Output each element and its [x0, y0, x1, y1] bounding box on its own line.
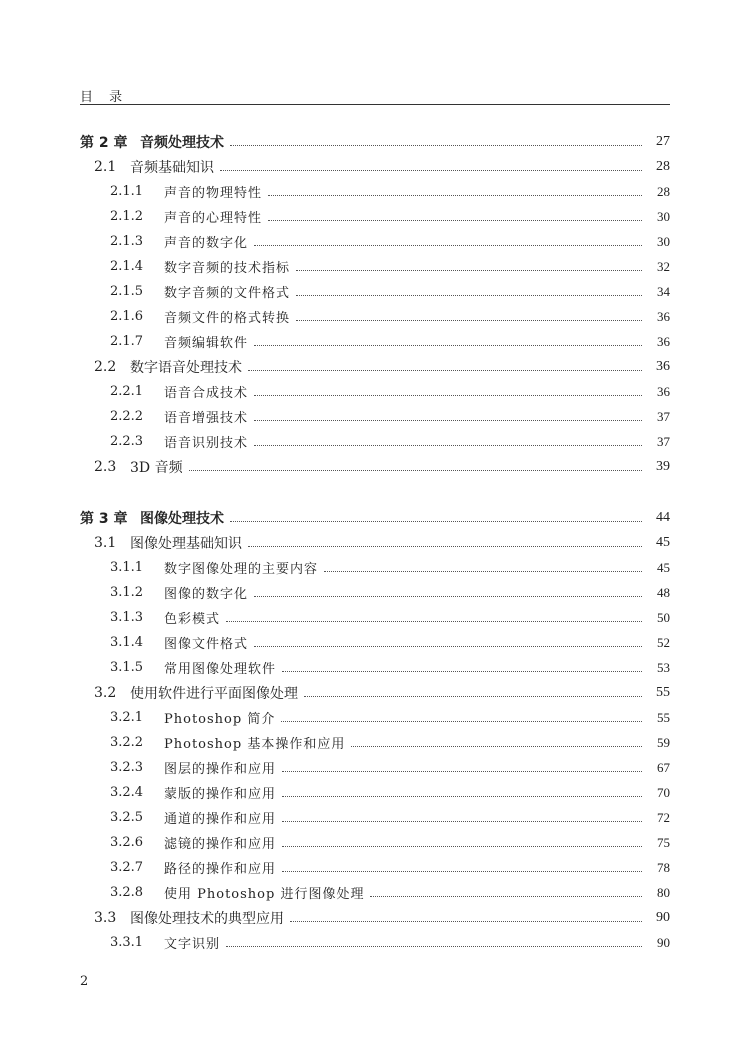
toc-subsection-row[interactable] [80, 630, 670, 655]
dot-leader [296, 270, 642, 271]
toc-entry-number: 3.3 [94, 909, 117, 926]
toc-entry-page: 36 [657, 333, 670, 349]
toc-entry-page: 70 [657, 784, 670, 800]
dot-leader [281, 721, 642, 722]
toc-entry-page: 27 [656, 133, 670, 149]
toc-entry-title: 通道的操作和应用 [164, 812, 277, 827]
dot-leader [268, 220, 642, 221]
toc-entry-number: 3.1.3 [110, 610, 144, 625]
toc-entry-number: 2.3 [94, 458, 117, 475]
toc-entry-title: 使用软件进行平面图像处理 [130, 685, 298, 702]
dot-leader [254, 596, 642, 597]
toc-entry-number: 2.1 [94, 158, 117, 175]
toc-entry-title: Photoshop 简介 [164, 712, 276, 727]
toc-subsection-row[interactable] [80, 780, 670, 805]
toc-entry-page: 28 [656, 158, 670, 174]
toc-subsection-row[interactable] [80, 655, 670, 680]
dot-leader [230, 145, 642, 146]
toc-entry-number: 3.2.5 [110, 810, 144, 825]
toc-subsection-row[interactable] [80, 730, 670, 755]
toc-entry-page: 72 [657, 809, 670, 825]
dot-leader [254, 646, 642, 647]
toc-subsection-row[interactable] [80, 855, 670, 880]
dot-leader [324, 571, 642, 572]
toc-entry-title: 图层的操作和应用 [164, 762, 277, 777]
toc-entry-page: 59 [657, 734, 670, 750]
toc-entry-page: 45 [656, 534, 670, 550]
toc-entry-page: 52 [657, 634, 670, 650]
dot-leader [254, 420, 642, 421]
toc-subsection-row[interactable] [80, 429, 670, 454]
toc-entry-number: 2.1.6 [110, 309, 144, 324]
toc-entry-title: 语音增强技术 [164, 411, 249, 426]
toc-entry-number: 3.2.2 [110, 735, 144, 750]
toc-entry-title: 图像的数字化 [164, 587, 249, 602]
dot-leader [282, 771, 642, 772]
toc-section-row[interactable] [80, 454, 670, 479]
toc-entry-page: 30 [657, 233, 670, 249]
dot-leader [296, 295, 642, 296]
toc-entry-number: 3.2.4 [110, 785, 144, 800]
toc-entry-title: Photoshop 基本操作和应用 [164, 737, 346, 752]
toc-section-row[interactable] [80, 905, 670, 930]
toc-entry-title: 语音识别技术 [164, 436, 249, 451]
toc-entry-page: 37 [657, 433, 670, 449]
toc-entry-page: 75 [657, 834, 670, 850]
toc-entry-title: 声音的心理特性 [164, 211, 263, 226]
toc-subsection-row[interactable] [80, 279, 670, 304]
dot-leader [226, 621, 642, 622]
toc-entry-number: 2.1.3 [110, 234, 144, 249]
toc-entry-page: 90 [656, 909, 670, 925]
dot-leader [351, 746, 642, 747]
toc-entry-number: 3.2.7 [110, 860, 144, 875]
toc-entry-number: 3.1 [94, 534, 117, 551]
toc-entry-number: 3.2 [94, 684, 117, 701]
toc-subsection-row[interactable] [80, 805, 670, 830]
toc-entry-page: 55 [657, 709, 670, 725]
toc-entry-title: 使用 Photoshop 进行图像处理 [164, 887, 365, 902]
toc-entry-title: 声音的物理特性 [164, 186, 263, 201]
toc-subsection-row[interactable] [80, 329, 670, 354]
toc-entry-number: 2.2.2 [110, 409, 144, 424]
dot-leader [254, 345, 642, 346]
toc-entry-title: 数字语音处理技术 [130, 359, 242, 376]
toc-entry-page: 32 [657, 258, 670, 274]
toc-entry-page: 36 [657, 308, 670, 324]
toc-section-row[interactable] [80, 354, 670, 379]
toc-entry-title: 音频基础知识 [130, 159, 214, 176]
toc-subsection-row[interactable] [80, 304, 670, 329]
toc-entry-number: 3.1.4 [110, 635, 144, 650]
page-number: 2 [80, 974, 89, 989]
dot-leader [282, 846, 642, 847]
toc-subsection-row[interactable] [80, 555, 670, 580]
dot-leader [304, 696, 642, 697]
toc-subsection-row[interactable] [80, 605, 670, 630]
dot-leader [282, 671, 642, 672]
table-of-contents [80, 129, 670, 955]
toc-entry-number: 3.1.1 [110, 560, 144, 575]
toc-subsection-row[interactable] [80, 204, 670, 229]
toc-entry-number: 3.3.1 [110, 935, 144, 950]
toc-entry-title: 语音合成技术 [164, 386, 249, 401]
toc-entry-title: 图像处理技术 [140, 510, 224, 527]
toc-entry-number: 2.1.2 [110, 209, 144, 224]
dot-leader [254, 445, 642, 446]
toc-entry-title: 声音的数字化 [164, 236, 249, 251]
toc-subsection-row[interactable] [80, 930, 670, 955]
toc-entry-page: 34 [657, 283, 670, 299]
toc-entry-number: 2.1.5 [110, 284, 144, 299]
toc-entry-page: 90 [657, 934, 670, 950]
toc-entry-page: 36 [656, 358, 670, 374]
toc-entry-title: 色彩模式 [164, 612, 221, 627]
dot-leader [226, 946, 642, 947]
toc-entry-number: 2.1.4 [110, 259, 144, 274]
dot-leader [370, 896, 642, 897]
toc-entry-page: 80 [657, 884, 670, 900]
dot-leader [254, 245, 642, 246]
toc-subsection-row[interactable] [80, 254, 670, 279]
running-header: 目 录 [80, 90, 129, 105]
toc-entry-title: 数字音频的技术指标 [164, 261, 291, 276]
toc-entry-title: 图像处理基础知识 [130, 535, 242, 552]
toc-entry-page: 53 [657, 659, 670, 675]
toc-entry-page: 36 [657, 383, 670, 399]
toc-entry-number: 第 3 章 [80, 510, 128, 527]
toc-subsection-row[interactable] [80, 179, 670, 204]
toc-entry-title: 音频文件的格式转换 [164, 311, 291, 326]
toc-entry-page: 45 [657, 559, 670, 575]
toc-entry-number: 2.2.1 [110, 384, 144, 399]
toc-entry-title: 音频处理技术 [140, 134, 224, 151]
toc-subsection-row[interactable] [80, 580, 670, 605]
dot-leader [220, 170, 642, 171]
toc-entry-number: 2.2.3 [110, 434, 144, 449]
toc-entry-title: 图像文件格式 [164, 637, 249, 652]
header-rule [80, 104, 670, 105]
toc-subsection-row[interactable] [80, 229, 670, 254]
toc-entry-title: 路径的操作和应用 [164, 862, 277, 877]
dot-leader [254, 395, 642, 396]
toc-entry-number: 2.1.7 [110, 334, 144, 349]
toc-entry-title: 数字音频的文件格式 [164, 286, 291, 301]
dot-leader [290, 921, 642, 922]
toc-entry-number: 3.2.6 [110, 835, 144, 850]
dot-leader [282, 796, 642, 797]
toc-section-row[interactable] [80, 530, 670, 555]
toc-entry-number: 3.1.5 [110, 660, 144, 675]
toc-entry-number: 2.1.1 [110, 184, 144, 199]
toc-subsection-row[interactable] [80, 705, 670, 730]
toc-entry-page: 30 [657, 208, 670, 224]
toc-section-row[interactable] [80, 154, 670, 179]
dot-leader [248, 370, 642, 371]
toc-entry-title: 蒙版的操作和应用 [164, 787, 277, 802]
dot-leader [296, 320, 642, 321]
toc-entry-number: 3.2.1 [110, 710, 144, 725]
toc-entry-number: 3.2.3 [110, 760, 144, 775]
toc-entry-page: 48 [657, 584, 670, 600]
toc-entry-number: 3.1.2 [110, 585, 144, 600]
toc-entry-title: 滤镜的操作和应用 [164, 837, 277, 852]
toc-subsection-row[interactable] [80, 755, 670, 780]
dot-leader [189, 470, 642, 471]
toc-entry-page: 28 [657, 183, 670, 199]
dot-leader [248, 546, 642, 547]
toc-entry-page: 50 [657, 609, 670, 625]
toc-entry-title: 数字图像处理的主要内容 [164, 562, 319, 577]
toc-chapter-row[interactable] [80, 505, 670, 530]
dot-leader [282, 821, 642, 822]
toc-subsection-row[interactable] [80, 404, 670, 429]
dot-leader [268, 195, 642, 196]
toc-entry-number: 2.2 [94, 358, 117, 375]
toc-subsection-row[interactable] [80, 830, 670, 855]
toc-chapter-row[interactable] [80, 129, 670, 154]
toc-subsection-row[interactable] [80, 880, 670, 905]
toc-entry-number: 第 2 章 [80, 134, 128, 151]
toc-entry-page: 55 [656, 684, 670, 700]
toc-gap [80, 479, 670, 505]
toc-entry-page: 78 [657, 859, 670, 875]
toc-entry-title: 音频编辑软件 [164, 336, 249, 351]
toc-entry-number: 3.2.8 [110, 885, 144, 900]
toc-entry-page: 37 [657, 408, 670, 424]
toc-entry-page: 67 [657, 759, 670, 775]
dot-leader [230, 521, 642, 522]
toc-entry-title: 文字识别 [164, 937, 221, 952]
toc-subsection-row[interactable] [80, 379, 670, 404]
toc-entry-title: 3D 音频 [130, 459, 183, 476]
dot-leader [282, 871, 642, 872]
toc-entry-page: 44 [656, 509, 670, 525]
toc-entry-page: 39 [656, 458, 670, 474]
toc-entry-title: 常用图像处理软件 [164, 662, 277, 677]
toc-section-row[interactable] [80, 680, 670, 705]
toc-entry-title: 图像处理技术的典型应用 [130, 910, 284, 927]
